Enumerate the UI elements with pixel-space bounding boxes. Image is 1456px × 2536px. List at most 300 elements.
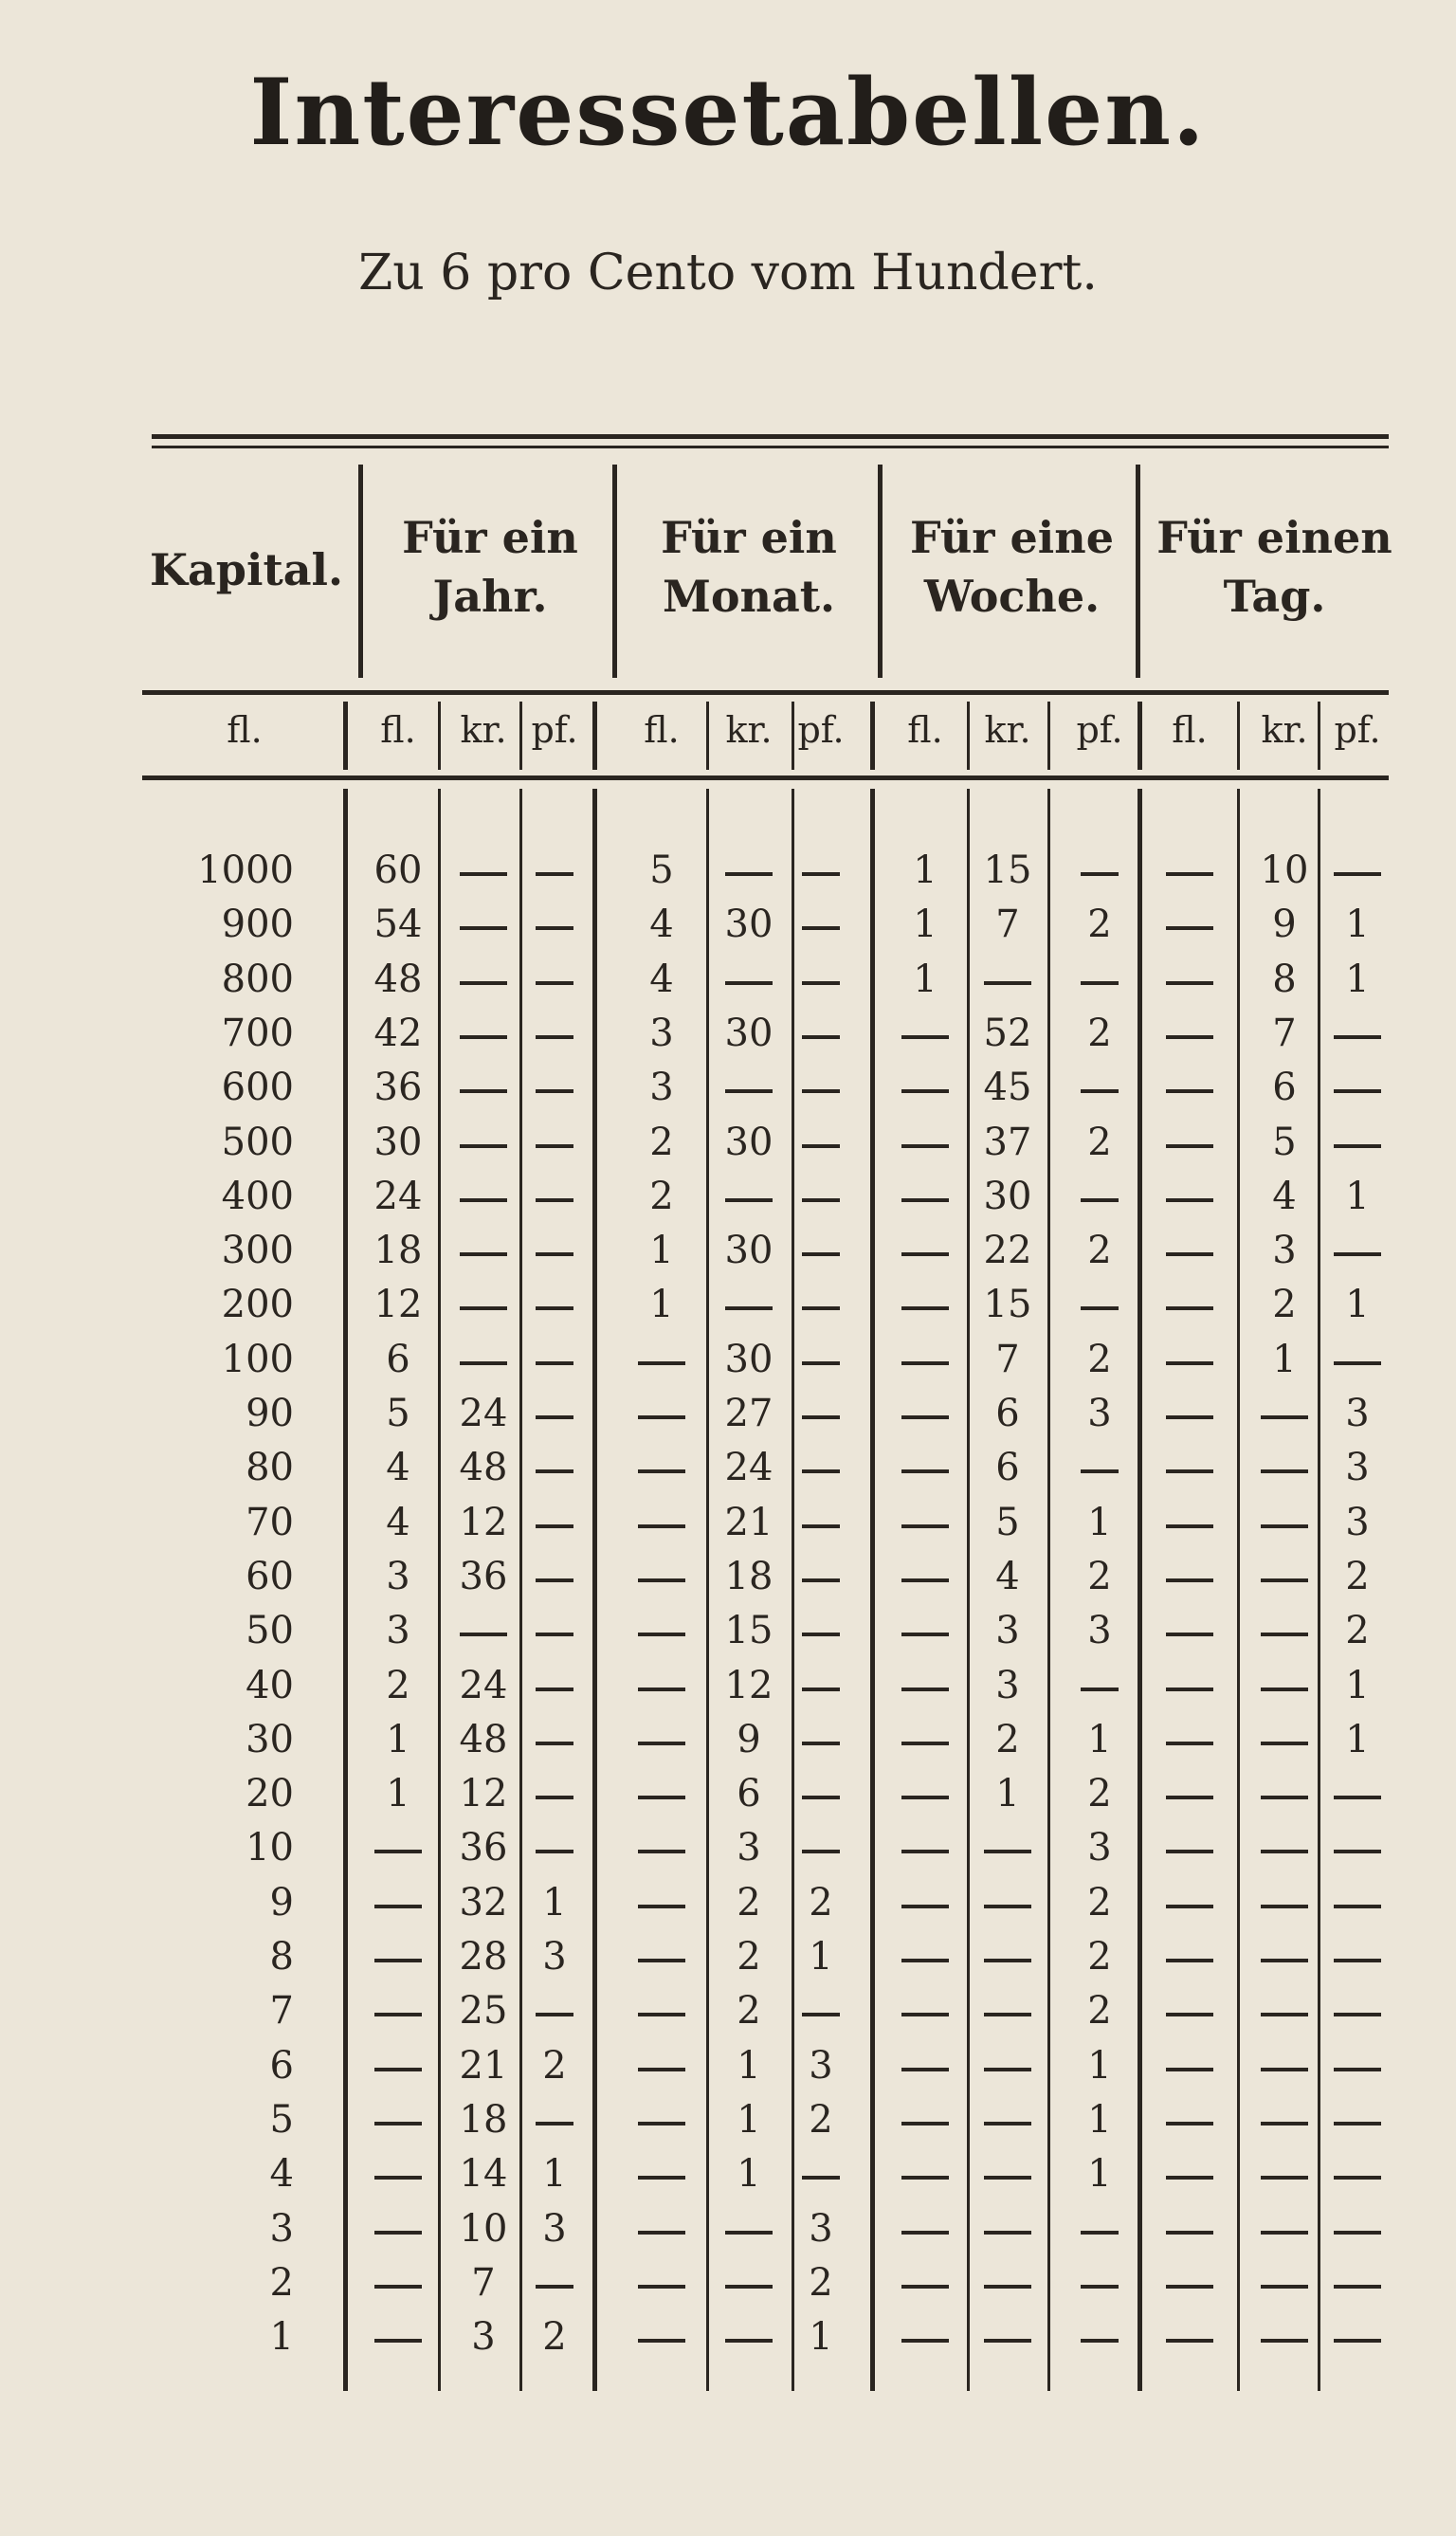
unit-label: pf. (797, 709, 845, 751)
empty-cell-dash (638, 2285, 685, 2289)
empty-cell-dash (460, 1361, 507, 1365)
empty-cell-dash (901, 1144, 949, 1148)
unit-label: kr. (984, 709, 1031, 751)
value-cell: 2 (1087, 1229, 1112, 1273)
empty-cell-dash (536, 2122, 573, 2125)
value-cell: 24 (459, 1392, 508, 1435)
empty-cell-dash (1334, 1252, 1381, 1256)
value-cell: 30 (724, 903, 774, 947)
unit-divider (438, 702, 441, 770)
unit-label: kr. (725, 709, 773, 751)
value-cell: 7 (995, 1337, 1020, 1381)
empty-cell-dash (1261, 1688, 1308, 1691)
value-cell: 18 (459, 2097, 508, 2142)
empty-cell-dash (638, 1415, 685, 1419)
header-woche (891, 508, 1133, 626)
empty-cell-dash (1261, 1742, 1308, 1745)
empty-cell-dash (638, 1850, 685, 1853)
value-cell: 15 (983, 848, 1032, 892)
value-cell: 3 (386, 1609, 410, 1653)
page-title: Interessetabellen. (249, 59, 1207, 166)
value-cell: 3 (542, 1935, 567, 1979)
empty-cell-dash (638, 1469, 685, 1473)
empty-cell-dash (374, 2339, 422, 2343)
unit-label: pf. (1076, 709, 1123, 751)
capital-cell: 90 (246, 1392, 294, 1435)
unit-label: pf. (531, 709, 578, 751)
value-cell: 48 (373, 957, 423, 1001)
empty-cell-dash (984, 2285, 1031, 2289)
empty-cell-dash (802, 1089, 840, 1093)
value-cell: 48 (459, 1717, 508, 1761)
empty-cell-dash (725, 1306, 773, 1310)
capital-cell: 70 (246, 1500, 294, 1544)
empty-cell-dash (984, 2231, 1031, 2235)
value-cell: 25 (459, 1989, 508, 2034)
empty-cell-dash (984, 2122, 1031, 2125)
value-cell: 3 (1087, 1826, 1112, 1870)
empty-cell-dash (638, 1524, 685, 1528)
empty-cell-dash (725, 2339, 773, 2343)
value-cell: 2 (1345, 1554, 1370, 1598)
value-cell: 30 (373, 1120, 423, 1164)
empty-cell-dash (1166, 1959, 1213, 1962)
value-cell: 15 (724, 1609, 774, 1653)
capital-cell: 1000 (197, 848, 294, 892)
empty-cell-dash (536, 1850, 573, 1853)
empty-cell-dash (1261, 1796, 1308, 1799)
capital-cell: 900 (221, 903, 294, 947)
header-kapital (142, 540, 351, 599)
value-cell: 1 (809, 1935, 833, 1979)
empty-cell-dash (802, 872, 840, 876)
value-cell: 54 (373, 903, 423, 947)
value-cell: 22 (983, 1229, 1032, 1273)
value-cell: 5 (995, 1500, 1020, 1544)
empty-cell-dash (536, 872, 573, 876)
capital-cell: 500 (221, 1120, 294, 1164)
empty-cell-dash (536, 1252, 573, 1256)
value-cell: 1 (1087, 1500, 1112, 1544)
empty-cell-dash (1261, 1578, 1308, 1582)
unit-divider (343, 702, 348, 770)
value-cell: 6 (1272, 1066, 1297, 1110)
header-jahr-line1: Für ein (402, 512, 578, 563)
header-divider (612, 465, 617, 678)
empty-cell-dash (1334, 2285, 1381, 2289)
value-cell: 3 (809, 2206, 833, 2251)
capital-cell: 2 (269, 2260, 294, 2305)
value-cell: 60 (373, 848, 423, 892)
value-cell: 10 (459, 2206, 508, 2251)
capital-cell: 8 (269, 1935, 294, 1979)
value-cell: 5 (649, 848, 674, 892)
empty-cell-dash (901, 2122, 949, 2125)
value-cell: 2 (649, 1174, 674, 1218)
empty-cell-dash (460, 981, 507, 985)
empty-cell-dash (1166, 1252, 1213, 1256)
empty-cell-dash (802, 1850, 840, 1853)
empty-cell-dash (536, 981, 573, 985)
capital-cell: 200 (221, 1283, 294, 1327)
empty-cell-dash (1081, 1198, 1119, 1202)
value-cell: 21 (459, 2043, 508, 2088)
empty-cell-dash (1081, 1469, 1119, 1473)
empty-cell-dash (460, 1089, 507, 1093)
empty-cell-dash (1081, 2339, 1119, 2343)
value-cell: 24 (459, 1663, 508, 1707)
value-cell: 2 (1087, 1337, 1112, 1381)
empty-cell-dash (638, 2068, 685, 2071)
empty-cell-dash (536, 1306, 573, 1310)
empty-cell-dash (1166, 2339, 1213, 2343)
empty-cell-dash (638, 2013, 685, 2016)
empty-cell-dash (536, 1578, 573, 1582)
empty-cell-dash (802, 1361, 840, 1365)
empty-cell-dash (1334, 2231, 1381, 2235)
empty-cell-dash (1334, 1959, 1381, 1962)
empty-cell-dash (1261, 2231, 1308, 2235)
value-cell: 3 (649, 1011, 674, 1055)
value-cell: 2 (1087, 903, 1112, 947)
value-cell: 1 (1272, 1337, 1297, 1381)
value-cell: 4 (649, 957, 674, 1001)
empty-cell-dash (1166, 1144, 1213, 1148)
empty-cell-dash (725, 2285, 773, 2289)
value-cell: 7 (1272, 1011, 1297, 1055)
empty-cell-dash (536, 1035, 573, 1039)
empty-cell-dash (1166, 1796, 1213, 1799)
empty-cell-dash (374, 1959, 422, 1962)
unit-divider (1047, 702, 1050, 770)
value-cell: 2 (809, 2097, 833, 2142)
value-cell: 45 (983, 1066, 1032, 1110)
value-cell: 2 (995, 1717, 1020, 1761)
value-cell: 1 (1345, 1174, 1370, 1218)
empty-cell-dash (901, 1415, 949, 1419)
empty-cell-dash (638, 1633, 685, 1636)
value-cell: 9 (1272, 903, 1297, 947)
empty-cell-dash (1261, 2122, 1308, 2125)
empty-cell-dash (901, 1850, 949, 1853)
value-cell: 2 (1087, 1989, 1112, 2034)
unit-label: fl. (907, 709, 943, 751)
value-cell: 24 (724, 1446, 774, 1490)
empty-cell-dash (802, 1524, 840, 1528)
capital-cell: 10 (246, 1826, 294, 1870)
unit-divider (1138, 702, 1142, 770)
empty-cell-dash (901, 1688, 949, 1691)
empty-cell-dash (1081, 2285, 1119, 2289)
empty-cell-dash (984, 2339, 1031, 2343)
value-cell: 12 (724, 1663, 774, 1707)
empty-cell-dash (460, 1633, 507, 1636)
empty-cell-dash (536, 1415, 573, 1419)
empty-cell-dash (374, 2068, 422, 2071)
value-cell: 7 (471, 2260, 496, 2305)
empty-cell-dash (1166, 1850, 1213, 1853)
empty-cell-dash (901, 1469, 949, 1473)
header-jahr (372, 508, 609, 626)
empty-cell-dash (374, 2013, 422, 2016)
empty-cell-dash (901, 1905, 949, 1908)
empty-cell-dash (725, 981, 773, 985)
header-woche-line1: Für eine (910, 512, 1114, 563)
value-cell: 1 (995, 1772, 1020, 1816)
empty-cell-dash (802, 1633, 840, 1636)
empty-cell-dash (374, 2231, 422, 2235)
empty-cell-dash (1166, 1905, 1213, 1908)
value-cell: 24 (373, 1174, 423, 1218)
empty-cell-dash (460, 1198, 507, 1202)
column-divider (1138, 789, 1142, 2391)
empty-cell-dash (536, 1742, 573, 1745)
empty-cell-dash (1166, 2013, 1213, 2016)
capital-cell: 50 (246, 1609, 294, 1653)
top-rule-2 (152, 446, 1389, 448)
value-cell: 1 (1345, 1283, 1370, 1327)
empty-cell-dash (638, 1959, 685, 1962)
header-monat-line2: Monat. (662, 571, 836, 622)
empty-cell-dash (802, 1035, 840, 1039)
value-cell: 2 (649, 1120, 674, 1164)
empty-cell-dash (901, 1742, 949, 1745)
empty-cell-dash (1334, 2176, 1381, 2180)
empty-cell-dash (1166, 2122, 1213, 2125)
value-cell: 37 (983, 1120, 1032, 1164)
empty-cell-dash (1166, 1306, 1213, 1310)
empty-cell-dash (1334, 1089, 1381, 1093)
empty-cell-dash (1166, 1578, 1213, 1582)
empty-cell-dash (1261, 2285, 1308, 2289)
empty-cell-dash (638, 2176, 685, 2180)
empty-cell-dash (536, 2013, 573, 2016)
empty-cell-dash (460, 872, 507, 876)
unit-divider (592, 702, 597, 770)
header-divider (878, 465, 883, 678)
empty-cell-dash (802, 981, 840, 985)
empty-cell-dash (1166, 1035, 1213, 1039)
empty-cell-dash (984, 981, 1031, 985)
empty-cell-dash (1166, 1688, 1213, 1691)
value-cell: 6 (386, 1337, 410, 1381)
value-cell: 2 (1087, 1935, 1112, 1979)
value-cell: 12 (459, 1772, 508, 1816)
value-cell: 2 (542, 2043, 567, 2088)
empty-cell-dash (1166, 1089, 1213, 1093)
unit-label: kr. (1261, 709, 1308, 751)
header-woche-line2: Woche. (923, 571, 1101, 622)
unit-divider (870, 702, 875, 770)
value-cell: 3 (1345, 1392, 1370, 1435)
empty-cell-dash (802, 1578, 840, 1582)
capital-cell: 1 (269, 2315, 294, 2360)
empty-cell-dash (1081, 2231, 1119, 2235)
empty-cell-dash (802, 1198, 840, 1202)
value-cell: 3 (995, 1609, 1020, 1653)
empty-cell-dash (638, 2122, 685, 2125)
empty-cell-dash (1261, 2176, 1308, 2180)
value-cell: 9 (737, 1717, 761, 1761)
value-cell: 6 (995, 1446, 1020, 1490)
capital-cell: 9 (269, 1880, 294, 1925)
value-cell: 30 (983, 1174, 1032, 1218)
empty-cell-dash (1261, 1959, 1308, 1962)
capital-cell: 800 (221, 957, 294, 1001)
value-cell: 3 (995, 1663, 1020, 1707)
unit-divider (792, 702, 794, 770)
empty-cell-dash (536, 1089, 573, 1093)
empty-cell-dash (901, 1578, 949, 1582)
empty-cell-dash (1166, 926, 1213, 930)
empty-cell-dash (460, 1144, 507, 1148)
value-cell: 6 (995, 1392, 1020, 1435)
value-cell: 1 (1345, 957, 1370, 1001)
value-cell: 1 (542, 1880, 567, 1925)
value-cell: 2 (809, 1880, 833, 1925)
empty-cell-dash (536, 2285, 573, 2289)
empty-cell-dash (1334, 1035, 1381, 1039)
value-cell: 1 (542, 2152, 567, 2197)
value-cell: 1 (737, 2097, 761, 2142)
value-cell: 2 (1345, 1609, 1370, 1653)
empty-cell-dash (374, 2122, 422, 2125)
empty-cell-dash (536, 1524, 573, 1528)
empty-cell-dash (901, 2231, 949, 2235)
capital-cell: 60 (246, 1554, 294, 1598)
value-cell: 1 (913, 903, 937, 947)
empty-cell-dash (1166, 1361, 1213, 1365)
empty-cell-dash (460, 1252, 507, 1256)
empty-cell-dash (984, 1959, 1031, 1962)
value-cell: 4 (995, 1554, 1020, 1598)
value-cell: 4 (386, 1500, 410, 1544)
value-cell: 2 (1272, 1283, 1297, 1327)
empty-cell-dash (1166, 1633, 1213, 1636)
value-cell: 1 (913, 848, 937, 892)
value-cell: 1 (809, 2315, 833, 2360)
unit-label: fl. (644, 709, 680, 751)
value-cell: 6 (737, 1772, 761, 1816)
unit-divider (1318, 702, 1320, 770)
empty-cell-dash (802, 2176, 840, 2180)
capital-cell: 100 (221, 1337, 294, 1381)
unit-label: pf. (1334, 709, 1381, 751)
value-cell: 28 (459, 1935, 508, 1979)
header-monat (626, 508, 872, 626)
capital-cell: 700 (221, 1011, 294, 1055)
value-cell: 21 (724, 1500, 774, 1544)
column-divider (438, 789, 441, 2391)
unit-divider (967, 702, 970, 770)
value-cell: 4 (1272, 1174, 1297, 1218)
value-cell: 1 (1345, 1663, 1370, 1707)
value-cell: 1 (737, 2152, 761, 2197)
empty-cell-dash (536, 1361, 573, 1365)
empty-cell-dash (638, 2231, 685, 2235)
unit-divider (1237, 702, 1240, 770)
empty-cell-dash (536, 1688, 573, 1691)
value-cell: 4 (649, 903, 674, 947)
value-cell: 36 (373, 1066, 423, 1110)
value-cell: 1 (1087, 2152, 1112, 2197)
empty-cell-dash (1334, 1905, 1381, 1908)
empty-cell-dash (802, 1469, 840, 1473)
value-cell: 27 (724, 1392, 774, 1435)
empty-cell-dash (725, 1089, 773, 1093)
empty-cell-dash (1081, 1688, 1119, 1691)
capital-cell: 20 (246, 1772, 294, 1816)
value-cell: 1 (649, 1229, 674, 1273)
value-cell: 2 (1087, 1120, 1112, 1164)
empty-cell-dash (901, 2285, 949, 2289)
empty-cell-dash (1261, 1415, 1308, 1419)
empty-cell-dash (374, 2176, 422, 2180)
empty-cell-dash (901, 2013, 949, 2016)
unit-divider (706, 702, 709, 770)
empty-cell-dash (638, 2339, 685, 2343)
empty-cell-dash (1166, 981, 1213, 985)
value-cell: 30 (724, 1120, 774, 1164)
column-divider (1237, 789, 1240, 2391)
empty-cell-dash (1334, 1850, 1381, 1853)
capital-cell: 40 (246, 1663, 294, 1707)
value-cell: 18 (724, 1554, 774, 1598)
value-cell: 1 (1087, 2043, 1112, 2088)
value-cell: 3 (1087, 1609, 1112, 1653)
value-cell: 2 (737, 1880, 761, 1925)
value-cell: 3 (1345, 1446, 1370, 1490)
empty-cell-dash (1334, 872, 1381, 876)
empty-cell-dash (1334, 2122, 1381, 2125)
value-cell: 3 (386, 1554, 410, 1598)
empty-cell-dash (1166, 1469, 1213, 1473)
empty-cell-dash (901, 2176, 949, 2180)
value-cell: 2 (542, 2315, 567, 2360)
capital-cell: 4 (269, 2152, 294, 2197)
empty-cell-dash (901, 1089, 949, 1093)
empty-cell-dash (374, 2285, 422, 2289)
value-cell: 3 (1345, 1500, 1370, 1544)
unit-label: fl. (1172, 709, 1208, 751)
empty-cell-dash (1081, 872, 1119, 876)
empty-cell-dash (1261, 1633, 1308, 1636)
value-cell: 3 (809, 2043, 833, 2088)
value-cell: 2 (1087, 1880, 1112, 1925)
empty-cell-dash (1334, 1796, 1381, 1799)
value-cell: 1 (1345, 903, 1370, 947)
value-cell: 12 (459, 1500, 508, 1544)
value-cell: 48 (459, 1446, 508, 1490)
capital-cell: 300 (221, 1229, 294, 1273)
empty-cell-dash (638, 1361, 685, 1365)
value-cell: 2 (1087, 1011, 1112, 1055)
empty-cell-dash (802, 1742, 840, 1745)
empty-cell-dash (536, 1469, 573, 1473)
empty-cell-dash (725, 2231, 773, 2235)
empty-cell-dash (1334, 2013, 1381, 2016)
value-cell: 2 (386, 1663, 410, 1707)
empty-cell-dash (984, 1905, 1031, 1908)
empty-cell-dash (536, 1198, 573, 1202)
empty-cell-dash (1261, 1905, 1308, 1908)
empty-cell-dash (901, 2068, 949, 2071)
empty-cell-dash (1166, 2068, 1213, 2071)
empty-cell-dash (901, 1306, 949, 1310)
empty-cell-dash (802, 1252, 840, 1256)
value-cell: 2 (737, 1935, 761, 1979)
header-kapital-label: Kapital. (150, 544, 343, 595)
